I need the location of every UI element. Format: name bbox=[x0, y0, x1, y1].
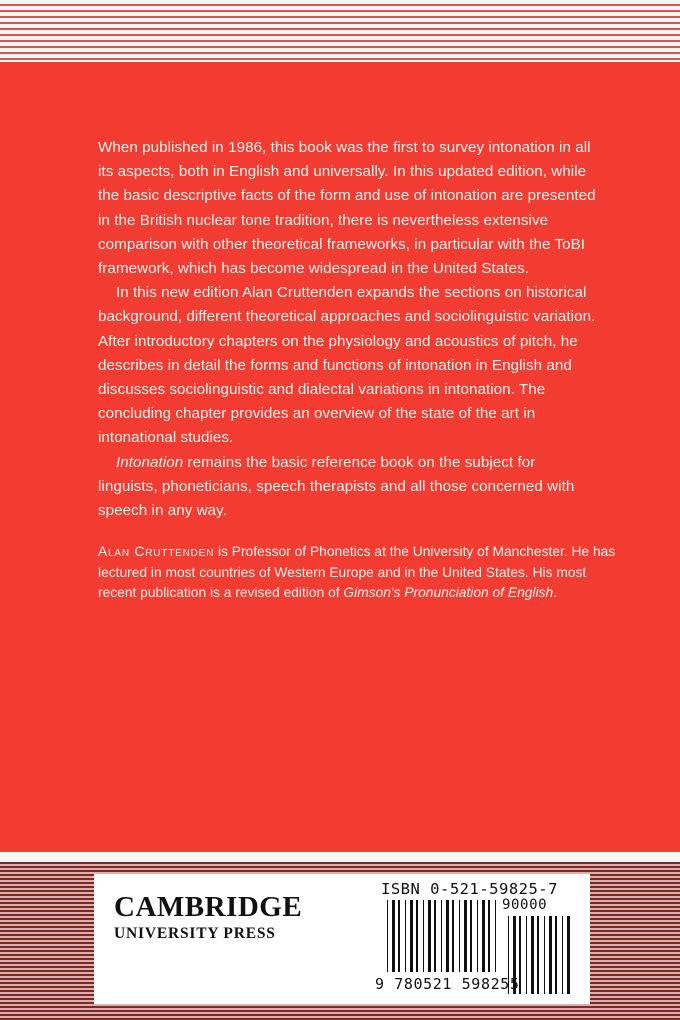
barcode-bar bbox=[387, 900, 388, 972]
barcode-bar bbox=[452, 900, 454, 972]
barcode-bar bbox=[470, 900, 472, 972]
blurb-paragraph-2: In this new edition Alan Cruttenden expands the sections on historical background, different theoretical approaches and sociolinguistic variation. After introductory chapters on the physiology and acoustics of pitch, he describes in detail the forms and functions of intonation in English and discusses sociolinguistic and dialectal variations in intonation. The concluding chapter provides an overview of the state of the art in intonational studies. bbox=[98, 284, 596, 447]
isbn-label: ISBN 0-521-59825-7 bbox=[381, 880, 558, 898]
barcode-bar bbox=[446, 900, 449, 972]
barcode-bar bbox=[488, 900, 490, 972]
book-title: Intonation bbox=[116, 453, 184, 471]
publisher-name: CAMBRIDGE bbox=[114, 891, 303, 923]
publisher-subname: UNIVERSITY PRESS bbox=[114, 925, 276, 942]
price-addon-digits: 90000 bbox=[502, 897, 548, 913]
barcode-bar bbox=[477, 900, 478, 972]
barcode-bar bbox=[428, 900, 431, 972]
barcode-bar bbox=[441, 900, 442, 972]
barcode-bar bbox=[495, 900, 496, 972]
barcode-bar bbox=[464, 900, 467, 972]
barcode-bar bbox=[555, 916, 557, 994]
barcode-bar bbox=[398, 900, 400, 972]
barcode-bar bbox=[392, 900, 395, 972]
barcode-bar bbox=[482, 900, 485, 972]
blurb-paragraph-1: When published in 1986, this book was the first to survey intonation in all its aspects, both in English and universally. In this updated edition, while the basic descriptive facts of the form and use of intonation are presented in the British nuclear tone tradition, there is nevertheless extensive comparison with other theoretical frameworks, in particular with the ToBI framework, which has become widespread in the United States. bbox=[98, 139, 596, 278]
barcode-bar bbox=[562, 916, 563, 994]
author-name: Alan Cruttenden bbox=[98, 544, 215, 559]
ean-barcode bbox=[387, 900, 496, 972]
barcode-bar bbox=[423, 900, 424, 972]
barcode-bar bbox=[567, 916, 570, 994]
related-book-title: Gimson's Pronunciation of English bbox=[343, 585, 554, 601]
author-bio-text: is Professor of Phonetics at the University of Manchester. He has lectured in most countries of Western Europe and in the United States. His most recent publication is a revised edition of bbox=[98, 544, 616, 601]
barcode-bar bbox=[544, 916, 545, 994]
barcode-bar bbox=[416, 900, 418, 972]
barcode-bar bbox=[526, 916, 527, 994]
blurb-closing-text: remains the basic reference book on the subject for linguists, phoneticians, speech therapists and all those concerned with speech in any way. bbox=[98, 453, 575, 520]
barcode-bar bbox=[537, 916, 539, 994]
barcode-bar bbox=[531, 916, 534, 994]
barcode-bar bbox=[405, 900, 406, 972]
barcode-bar bbox=[549, 916, 552, 994]
barcode-bar bbox=[459, 900, 460, 972]
ean-digits: 9 780521 598255 bbox=[375, 975, 520, 993]
barcode-bar bbox=[410, 900, 413, 972]
bio-end: . bbox=[553, 585, 557, 601]
barcode-bar bbox=[434, 900, 436, 972]
